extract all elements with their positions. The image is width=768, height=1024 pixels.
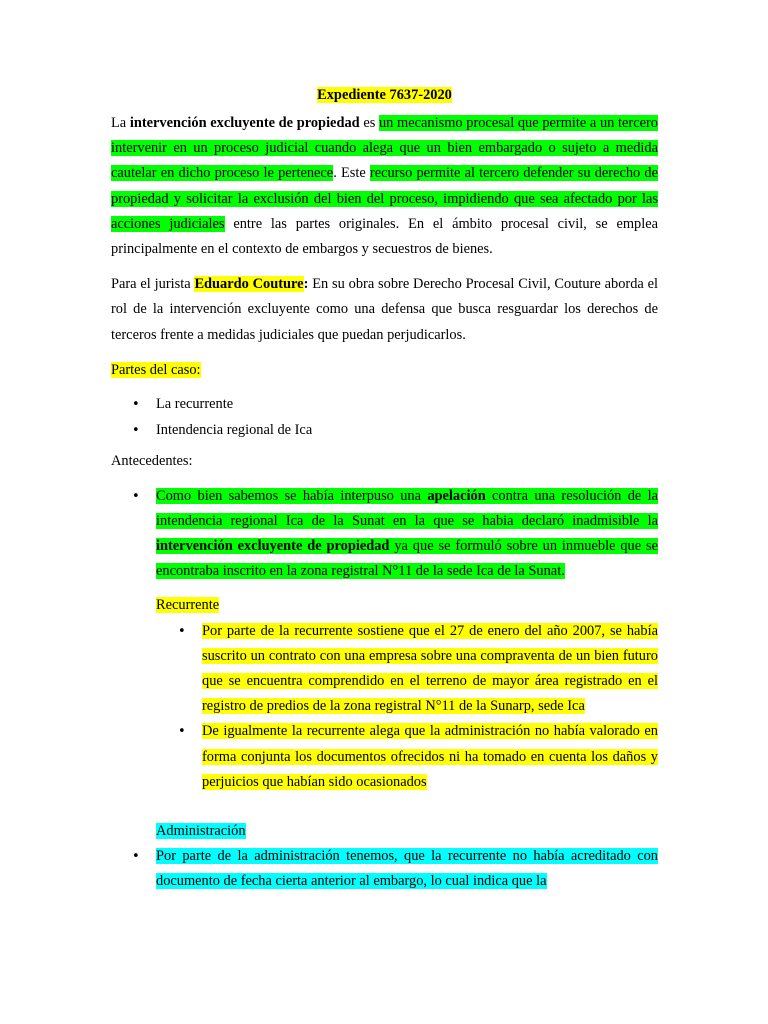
parts-list bbox=[132, 392, 658, 443]
list-item: • Intendencia regional de Ica bbox=[156, 418, 658, 443]
recurrente-list bbox=[178, 619, 658, 795]
list-item: • La recurrente bbox=[156, 392, 658, 417]
bullet-icon: • bbox=[132, 397, 140, 413]
list-item: • Por parte de la recurrente sostiene que el 27 de enero del año 2007, se había suscrito un contrato con una empresa sobre una compraventa de un bien futuro que se encuentra comprendido en el terreno de mayor área registrado en el registro de predios de la zona registral N°11 de la Sunarp, sede Ica bbox=[202, 619, 658, 720]
recurrente-heading: Recurrente bbox=[156, 597, 220, 614]
bullet-icon: • bbox=[132, 488, 140, 504]
list-item: • De igualmente la recurrente alega que la administración no había valorado en forma conjunta los documentos ofrecidos ni ha tomado en cuenta los daños y perjuicios que habían sido ocasionados bbox=[202, 719, 658, 795]
paragraph-couture: Para el jurista Eduardo Couture: En su obra sobre Derecho Procesal Civil, Couture aborda el rol de la intervención excluyente como una defensa que busca resguardar los derechos de terceros frente a medidas judiciales que puedan perjudicarlos. bbox=[111, 276, 658, 343]
parts-heading: Partes del caso: bbox=[111, 361, 201, 378]
list-item: • Por parte de la administración tenemos, que la recurrente no había acreditado con documento de fecha cierta anterior al embargo, lo cual indica que la bbox=[156, 844, 658, 894]
administracion-list bbox=[132, 844, 658, 894]
document-body bbox=[111, 84, 658, 895]
bullet-icon: • bbox=[178, 724, 186, 740]
bullet-icon: • bbox=[132, 849, 140, 865]
administracion-heading: Administración bbox=[156, 823, 246, 840]
document-title: Expediente 7637-2020 bbox=[317, 87, 452, 103]
bullet-icon: • bbox=[132, 423, 140, 439]
list-item: • Como bien sabemos se había interpuso una apelación contra una resolución de la intendencia regional Ica de la Sunat en la que se habia declaró inadmisible la intervención excluyente de propiedad ya que se formuló sobre un inmueble que se encontraba inscrito en la zona registral N°11 de la sede Ica de la Sunat. bbox=[156, 484, 658, 585]
bullet-icon: • bbox=[178, 623, 186, 639]
antecedentes-list bbox=[132, 484, 659, 585]
antecedentes-heading: Antecedentes: bbox=[111, 453, 193, 470]
paragraph-definition: La intervención excluyente de propiedad es un mecanismo procesal que permite a un tercero intervenir en un proceso judicial cuando alega que un bien embargado o sujeto a medida cautelar en dicho proceso le pertenece. Este recurso permite al tercero defender su derecho de propiedad y solicitar la exclusión del bien del proceso, impidiendo que sea afectado por las acciones judiciales entre las partes originales. En el ámbito procesal civil, se emplea principalmente en el contexto de embargos y secuestros de bienes. bbox=[111, 115, 658, 258]
